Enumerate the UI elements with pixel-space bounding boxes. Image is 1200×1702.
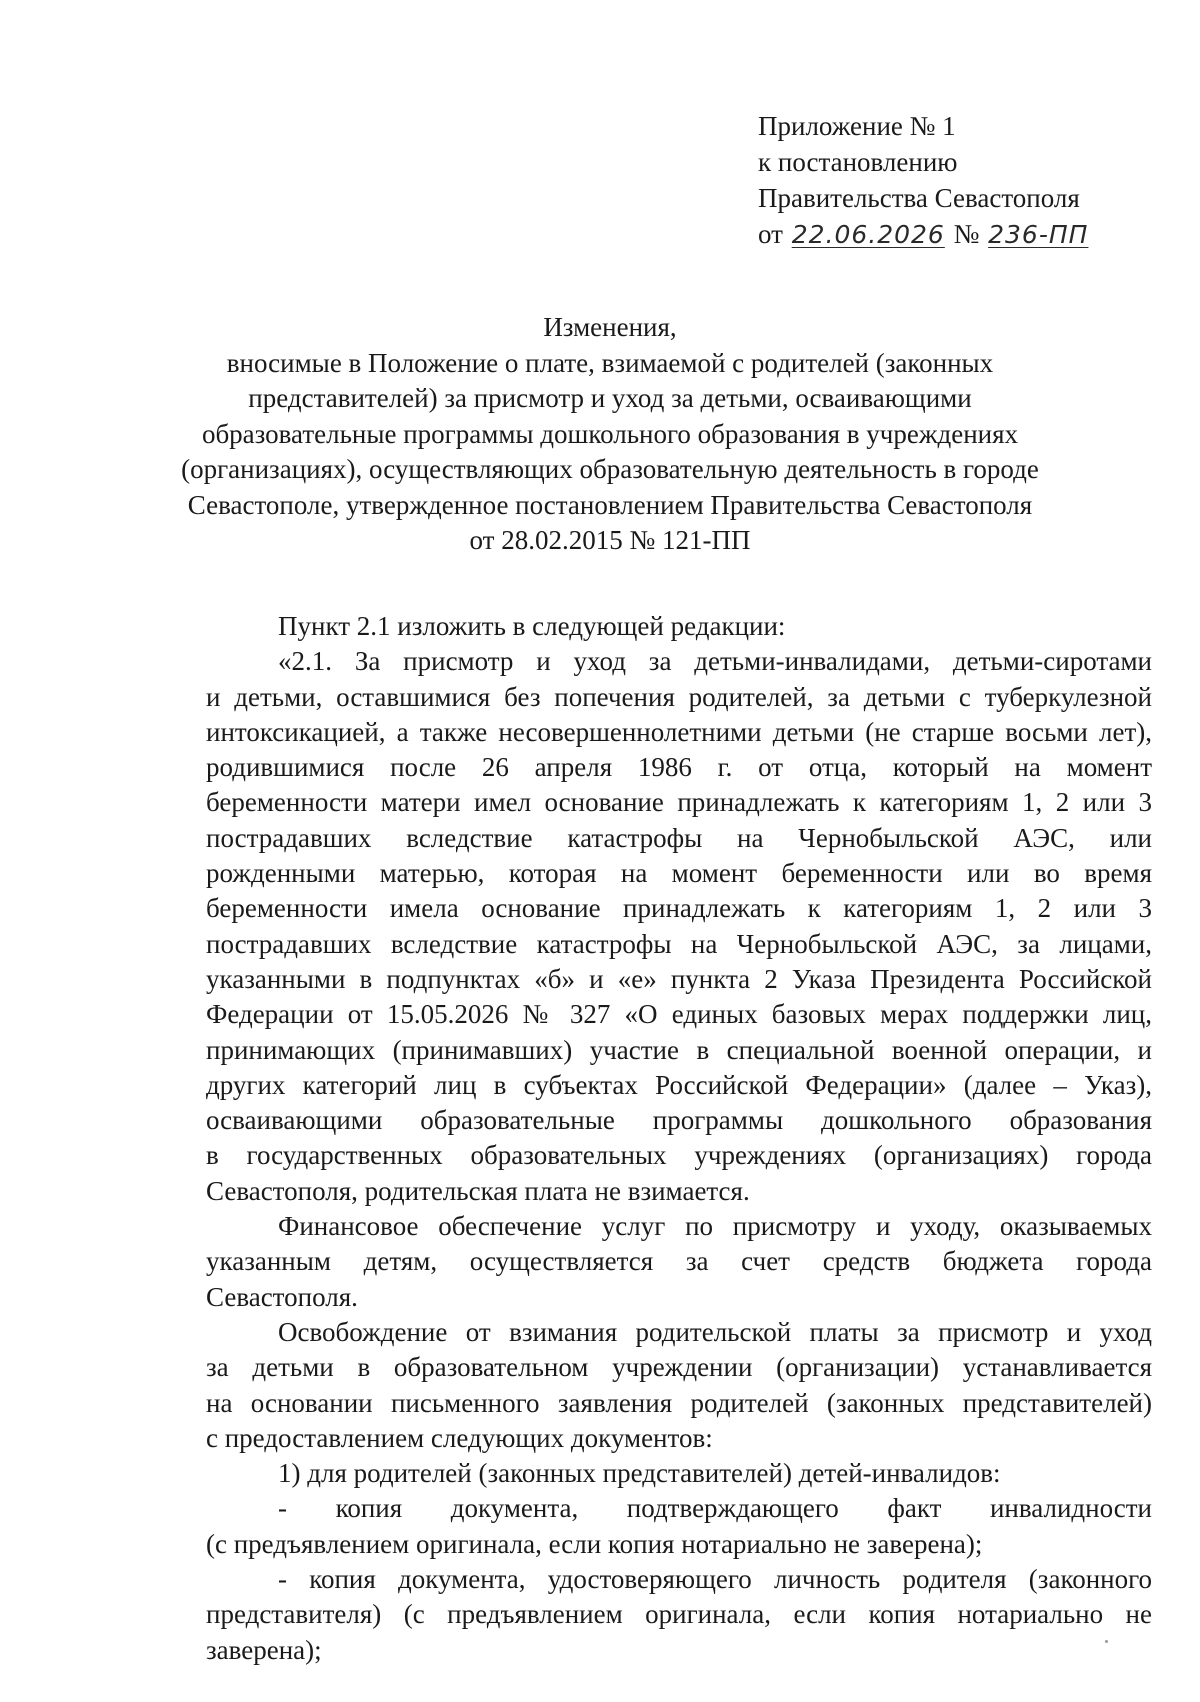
scan-speck [1105, 1640, 1108, 1643]
body-line: Севастополя. [206, 1281, 358, 1312]
title-line: образовательные программы дошкольного образования в учреждениях [201, 418, 1019, 449]
body-line: принимающих (принимавших) участие в специальной военной операции, и [206, 1034, 1152, 1065]
number-prefix: № [953, 219, 980, 249]
title-line: вносимые в Положение о плате, взимаемой с родителей (законных [226, 347, 994, 378]
body-line: Финансовое обеспечение услуг по присмотру и уходу, оказываемых [278, 1211, 1152, 1242]
body-line: указанным детям, осуществляется за счет средств бюджета города [206, 1246, 1152, 1277]
appendix-block [758, 108, 1178, 253]
body-line: Освобождение от взимания родительской платы за присмотр и уход [278, 1316, 1152, 1347]
document-body [206, 609, 1152, 1668]
body-line: представителя) (с предъявлением оригинала, если копия нотариально не [206, 1599, 1152, 1630]
title-line: от 28.02.2015 № 121-ПП [469, 525, 751, 555]
title-line: Изменения, [543, 312, 677, 342]
body-line: и детьми, оставшимися без попечения родителей, за детьми с туберкулезной [206, 681, 1152, 712]
appendix-line: Приложение № 1 [758, 111, 956, 141]
body-line: в государственных образовательных учреждениях (организациях) города [206, 1140, 1152, 1171]
body-line: Федерации от 15.05.2026 № 327 «О единых базовых мерах поддержки лиц, [206, 999, 1152, 1030]
paragraph-intro [206, 609, 1152, 644]
date-prefix: от [758, 219, 783, 249]
body-line: на основании письменного заявления родителей (законных представителей) [206, 1387, 1152, 1418]
paragraph-financing [206, 1209, 1152, 1315]
body-line: 1) для родителей (законных представителей) детей-инвалидов: [278, 1458, 1001, 1489]
body-line: - копия документа, подтверждающего факт инвалидности [278, 1493, 1152, 1524]
body-line: указанными в подпунктах «б» и «е» пункта 2 Указа Президента Российской [206, 963, 1152, 994]
paragraph-disability-doc [206, 1491, 1152, 1562]
title-line: (организациях), осуществляющих образовательную деятельность в городе [181, 454, 1039, 484]
title-line: представителей) за присмотр и уход за детьми, осваивающими [248, 383, 972, 413]
body-line: пострадавших вследствие катастрофы на Чернобыльской АЭС, за лицами, [206, 928, 1152, 959]
appendix-line: Правительства Севастополя [758, 183, 1080, 213]
body-line: за детьми в образовательном учреждении (организации) устанавливается [206, 1352, 1152, 1383]
handwritten-number: 236-ПП [988, 220, 1089, 249]
body-line: рожденными матерью, которая на момент беременности или во время [206, 858, 1152, 889]
body-line: Пункт 2.1 изложить в следующей редакции: [278, 611, 786, 641]
body-line: (с предъявлением оригинала, если копия нотариально не заверена); [206, 1528, 983, 1559]
body-line: пострадавших вследствие катастрофы на Чернобыльской АЭС, или [206, 822, 1152, 853]
document-title [160, 310, 1060, 559]
body-line: Севастополя, родительская плата не взимается. [206, 1175, 750, 1206]
body-line: интоксикацией, а также несовершеннолетними детьми (не старше восьми лет), [206, 716, 1152, 747]
body-line: заверена); [206, 1634, 322, 1665]
body-line: родившимися после 26 апреля 1986 г. от отца, который на момент [206, 752, 1152, 783]
paragraph-2-1 [206, 644, 1152, 1209]
body-line: осваивающими образовательные программы дошкольного образования [206, 1105, 1152, 1136]
body-line: беременности матери имел основание принадлежать к категориям 1, 2 или 3 [206, 787, 1152, 818]
body-line: беременности имела основание принадлежать к категориям 1, 2 или 3 [206, 893, 1152, 924]
title-line: Севастополе, утвержденное постановлением Правительства Севастополя [187, 489, 1033, 520]
handwritten-date: 22.06.2026 [791, 220, 945, 249]
body-line: - копия документа, удостоверяющего личность родителя (законного [278, 1564, 1152, 1595]
body-line: «2.1. За присмотр и уход за детьми-инвалидами, детьми-сиротами [278, 646, 1152, 677]
body-line: других категорий лиц в субъектах Российской Федерации» (далее – Указ), [206, 1069, 1152, 1100]
paragraph-item-1 [206, 1456, 1152, 1491]
body-line: с предоставлением следующих документов: [206, 1422, 713, 1453]
appendix-date-line [758, 216, 1178, 253]
paragraph-identity-doc [206, 1562, 1152, 1668]
appendix-line: к постановлению [758, 147, 958, 177]
paragraph-exemption [206, 1315, 1152, 1456]
